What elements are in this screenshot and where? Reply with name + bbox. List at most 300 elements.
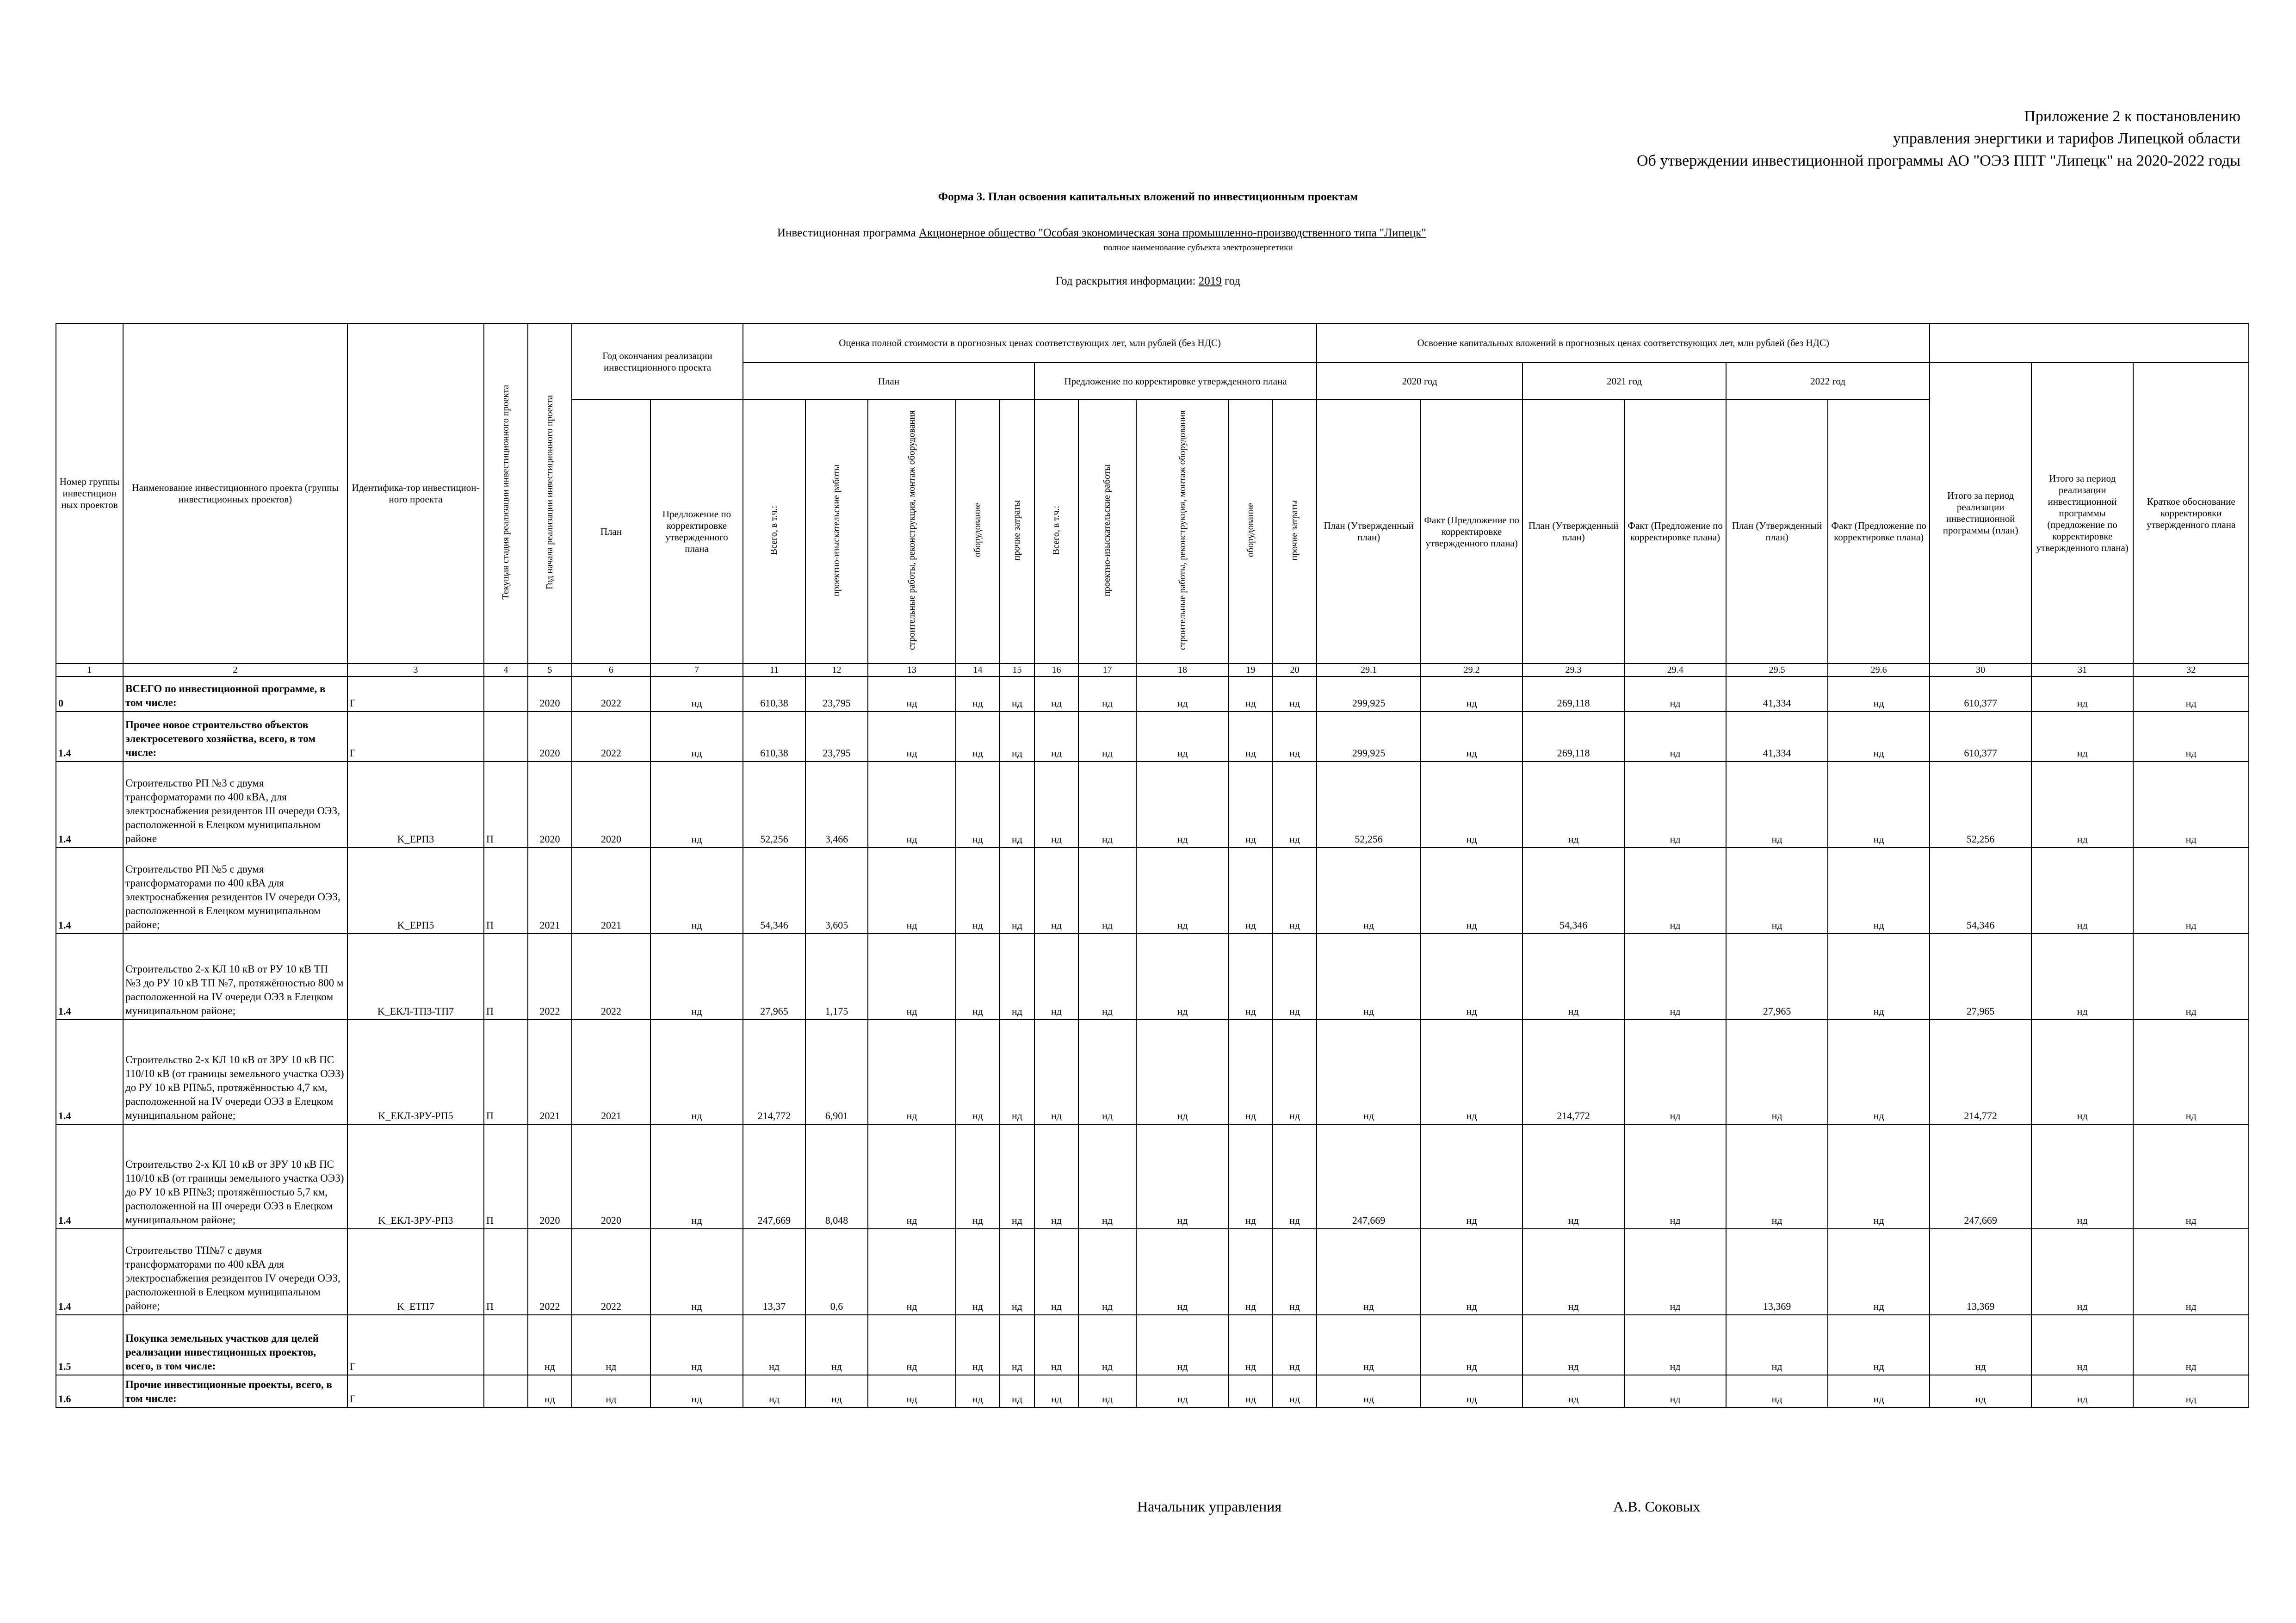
- table-cell: нд: [1828, 1020, 1930, 1124]
- table-cell: нд: [1317, 1020, 1421, 1124]
- table-cell: нд: [1000, 1020, 1034, 1124]
- header-prop-other: прочие затраты: [1273, 400, 1317, 663]
- stage-cell: [484, 1315, 528, 1375]
- table-cell: нд: [1828, 848, 1930, 934]
- table-cell: 214,772: [1930, 1020, 2031, 1124]
- table-cell: нд: [805, 1375, 868, 1407]
- table-cell: нд: [1828, 676, 1930, 712]
- program-subcaption: полное наименование субъекта электроэнергетики: [1103, 243, 1293, 253]
- table-cell: нд: [868, 712, 956, 762]
- table-cell: нд: [1136, 1229, 1229, 1315]
- table-cell: 2020: [572, 762, 650, 848]
- table-cell: нд: [1136, 848, 1229, 934]
- header-plan-total: Всего, в т.ч.:: [743, 400, 805, 663]
- column-number: 15: [1000, 663, 1034, 676]
- table-cell: нд: [1078, 712, 1136, 762]
- table-cell: 41,334: [1726, 712, 1828, 762]
- table-cell: нд: [650, 1315, 743, 1375]
- column-number-row: [56, 663, 2249, 676]
- header-project-name: Наименование инвестиционного проекта (группы инвестиционных проектов): [123, 323, 347, 663]
- table-cell: 27,965: [743, 934, 805, 1020]
- table-cell: 2020: [528, 712, 572, 762]
- table-cell: нд: [1421, 762, 1522, 848]
- table-cell: нд: [2031, 712, 2133, 762]
- header-end-plan: План: [572, 400, 650, 663]
- table-cell: нд: [1726, 1375, 1828, 1407]
- project-name-cell: Строительство 2-х КЛ 10 кВ от ЗРУ 10 кВ ПС 110/10 кВ (от границы земельного участка ОЭЗ) до РУ 10 кВ РП№3; протяжённостью 5,7 км, расположенной на III очереди ОЭЗ в Елецком муниципальном районе;: [123, 1124, 347, 1229]
- table-cell: нд: [743, 1315, 805, 1375]
- table-cell: нд: [1522, 1315, 1624, 1375]
- table-cell: нд: [1421, 676, 1522, 712]
- table-cell: нд: [650, 762, 743, 848]
- table-row: [56, 1315, 2249, 1375]
- header-plan-design: проектно-изыскательские работы: [805, 400, 868, 663]
- table-cell: 214,772: [1522, 1020, 1624, 1124]
- header-reason: Краткое обоснование корректировки утвержденного плана: [2133, 363, 2249, 663]
- table-cell: нд: [1273, 1315, 1317, 1375]
- header-2022-fact: Факт (Предложение по корректировке плана): [1828, 400, 1930, 663]
- group-number-cell: 1.6: [56, 1375, 123, 1407]
- table-cell: нд: [1273, 712, 1317, 762]
- table-cell: нд: [1000, 762, 1034, 848]
- table-cell: нд: [1136, 676, 1229, 712]
- table-cell: 13,369: [1930, 1229, 2031, 1315]
- group-number-cell: 1.4: [56, 762, 123, 848]
- table-cell: нд: [868, 934, 956, 1020]
- table-cell: нд: [1078, 934, 1136, 1020]
- table-cell: нд: [1624, 1315, 1726, 1375]
- table-cell: нд: [2133, 1229, 2249, 1315]
- project-id-cell: Г: [347, 676, 484, 712]
- header-cost-group: Оценка полной стоимости в прогнозных ценах соответствующих лет, млн рублей (без НДС): [743, 323, 1317, 363]
- table-cell: нд: [1136, 1124, 1229, 1229]
- table-cell: нд: [2031, 848, 2133, 934]
- table-cell: нд: [1726, 848, 1828, 934]
- table-body: [56, 676, 2249, 1407]
- table-cell: нд: [1078, 762, 1136, 848]
- table-cell: 610,377: [1930, 676, 2031, 712]
- table-cell: нд: [743, 1375, 805, 1407]
- table-cell: нд: [2031, 1020, 2133, 1124]
- table-cell: нд: [650, 712, 743, 762]
- header-cost-proposal: Предложение по корректировке утвержденного плана: [1034, 363, 1317, 400]
- table-cell: нд: [1078, 676, 1136, 712]
- header-year-2020: 2020 год: [1317, 363, 1522, 400]
- table-cell: нд: [2031, 934, 2133, 1020]
- table-cell: нд: [1930, 1375, 2031, 1407]
- table-cell: 2020: [528, 762, 572, 848]
- table-cell: нд: [650, 1124, 743, 1229]
- table-cell: 2020: [572, 1124, 650, 1229]
- form-title: Форма 3. План освоения капитальных вложений по инвестиционным проектам: [938, 191, 1358, 203]
- column-number: 18: [1136, 663, 1229, 676]
- column-number: 32: [2133, 663, 2249, 676]
- table-row: [56, 848, 2249, 934]
- table-cell: 54,346: [1930, 848, 2031, 934]
- table-cell: нд: [1229, 1124, 1273, 1229]
- table-cell: 2022: [572, 1229, 650, 1315]
- table-cell: нд: [868, 1375, 956, 1407]
- group-number-cell: 1.5: [56, 1315, 123, 1375]
- column-number: 5: [528, 663, 572, 676]
- table-cell: нд: [956, 1375, 1000, 1407]
- group-number-cell: 1.4: [56, 1020, 123, 1124]
- table-cell: нд: [650, 676, 743, 712]
- project-id-cell: K_ЕКЛ-ЗРУ-РП5: [347, 1020, 484, 1124]
- stage-cell: [484, 676, 528, 712]
- header-2022-plan: План (Утвержденный план): [1726, 400, 1828, 663]
- table-cell: нд: [1034, 1020, 1078, 1124]
- header-cost-plan: План: [743, 363, 1034, 400]
- column-number: 4: [484, 663, 528, 676]
- table-cell: нд: [956, 1315, 1000, 1375]
- table-cell: нд: [1624, 762, 1726, 848]
- group-number-cell: 1.4: [56, 1124, 123, 1229]
- table-cell: 6,901: [805, 1020, 868, 1124]
- header-prop-total: Всего, в т.ч.:: [1034, 400, 1078, 663]
- table-cell: нд: [868, 676, 956, 712]
- table-cell: нд: [1078, 1229, 1136, 1315]
- table-cell: нд: [1317, 1229, 1421, 1315]
- table-cell: 2022: [572, 676, 650, 712]
- table-cell: нд: [1000, 1124, 1034, 1229]
- project-name-cell: Покупка земельных участков для целей реализации инвестиционных проектов, всего, в том числе:: [123, 1315, 347, 1375]
- stage-cell: [484, 712, 528, 762]
- table-cell: нд: [1229, 676, 1273, 712]
- table-cell: 2022: [572, 934, 650, 1020]
- project-id-cell: K_ЕТП7: [347, 1229, 484, 1315]
- stage-cell: П: [484, 1124, 528, 1229]
- table-cell: нд: [1421, 1375, 1522, 1407]
- group-number-cell: 1.4: [56, 712, 123, 762]
- table-cell: нд: [1421, 1124, 1522, 1229]
- column-number: 14: [956, 663, 1000, 676]
- table-cell: нд: [868, 1229, 956, 1315]
- table-cell: 2021: [528, 848, 572, 934]
- header-2021-fact: Факт (Предложение по корректировке плана): [1624, 400, 1726, 663]
- table-cell: нд: [1229, 1229, 1273, 1315]
- program-line: [777, 227, 1426, 240]
- table-cell: нд: [1317, 848, 1421, 934]
- table-cell: нд: [1421, 934, 1522, 1020]
- table-cell: нд: [1273, 1020, 1317, 1124]
- table-cell: нд: [868, 848, 956, 934]
- project-id-cell: K_ЕКЛ-ЗРУ-РП3: [347, 1124, 484, 1229]
- table-cell: нд: [868, 1124, 956, 1229]
- column-number: 16: [1034, 663, 1078, 676]
- table-cell: нд: [528, 1375, 572, 1407]
- table-cell: нд: [2031, 1375, 2133, 1407]
- table-cell: нд: [1421, 1229, 1522, 1315]
- table-cell: 54,346: [1522, 848, 1624, 934]
- table-cell: 13,369: [1726, 1229, 1828, 1315]
- table-cell: нд: [1034, 848, 1078, 934]
- project-id-cell: Г: [347, 712, 484, 762]
- table-row: [56, 676, 2249, 712]
- column-number: 6: [572, 663, 650, 676]
- header-2020-plan: План (Утвержденный план): [1317, 400, 1421, 663]
- table-cell: нд: [1421, 712, 1522, 762]
- table-cell: 2021: [528, 1020, 572, 1124]
- header-project-id: Идентифика-тор инвестицион-ного проекта: [347, 323, 484, 663]
- header-2020-fact: Факт (Предложение по корректировке утвержденного плана): [1421, 400, 1522, 663]
- header-totals-blank: [1930, 323, 2249, 363]
- table-cell: нд: [1229, 848, 1273, 934]
- group-number-cell: 1.4: [56, 848, 123, 934]
- table-cell: 3,605: [805, 848, 868, 934]
- project-name-cell: ВСЕГО по инвестиционной программе, в том числе:: [123, 676, 347, 712]
- table-cell: нд: [1273, 1229, 1317, 1315]
- table-cell: нд: [650, 848, 743, 934]
- table-cell: 13,37: [743, 1229, 805, 1315]
- table-cell: нд: [1624, 1229, 1726, 1315]
- table-cell: нд: [1624, 848, 1726, 934]
- table-row: [56, 1229, 2249, 1315]
- table-cell: нд: [2031, 762, 2133, 848]
- table-cell: нд: [1078, 848, 1136, 934]
- table-cell: нд: [956, 762, 1000, 848]
- column-number: 7: [650, 663, 743, 676]
- table-cell: нд: [956, 712, 1000, 762]
- table-cell: нд: [1034, 712, 1078, 762]
- table-cell: нд: [805, 1315, 868, 1375]
- table-cell: нд: [1726, 1315, 1828, 1375]
- table-cell: нд: [1522, 934, 1624, 1020]
- project-id-cell: K_ЕКЛ-ТП3-ТП7: [347, 934, 484, 1020]
- table-cell: 2020: [528, 676, 572, 712]
- table-cell: нд: [956, 848, 1000, 934]
- stage-cell: [484, 1375, 528, 1407]
- header-prop-construction: строительные работы, реконструкция, монтаж оборудования: [1136, 400, 1229, 663]
- stage-cell: П: [484, 1020, 528, 1124]
- project-name-cell: Строительство 2-х КЛ 10 кВ от ЗРУ 10 кВ ПС 110/10 кВ (от границы земельного участка ОЭЗ) до РУ 10 кВ РП№5, протяжённостью 4,7 км, расположенной на IV очереди ОЭЗ в Елецком муниципальном районе;: [123, 1020, 347, 1124]
- table-cell: нд: [1000, 676, 1034, 712]
- table-cell: нд: [2133, 762, 2249, 848]
- header-plan-equipment: оборудование: [956, 400, 1000, 663]
- table-cell: 2022: [528, 934, 572, 1020]
- table-cell: нд: [1273, 1124, 1317, 1229]
- table-cell: нд: [956, 1229, 1000, 1315]
- table-cell: нд: [2031, 676, 2133, 712]
- table-cell: нд: [650, 934, 743, 1020]
- header-year-2021: 2021 год: [1522, 363, 1726, 400]
- table-cell: 52,256: [1930, 762, 2031, 848]
- table-cell: нд: [1421, 1020, 1522, 1124]
- disclosure-year-line: [0, 275, 2296, 288]
- table-cell: 247,669: [1317, 1124, 1421, 1229]
- investment-plan-table: [56, 323, 2249, 1408]
- table-cell: нд: [1273, 676, 1317, 712]
- table-cell: нд: [1828, 712, 1930, 762]
- header-year-2022: 2022 год: [1726, 363, 1930, 400]
- table-cell: нд: [528, 1315, 572, 1375]
- table-cell: нд: [1000, 934, 1034, 1020]
- header-2021-plan: План (Утвержденный план): [1522, 400, 1624, 663]
- table-cell: нд: [1624, 934, 1726, 1020]
- table-cell: нд: [1273, 1375, 1317, 1407]
- table-cell: нд: [1624, 1020, 1726, 1124]
- table-row: [56, 1375, 2249, 1407]
- table-cell: 299,925: [1317, 676, 1421, 712]
- header-total-plan: Итого за период реализации инвестиционной программы (план): [1930, 363, 2031, 663]
- project-name-cell: Прочее новое строительство объектов электросетевого хозяйства, всего, в том числе:: [123, 712, 347, 762]
- program-label: Инвестиционная программа: [777, 227, 919, 239]
- group-number-cell: 0: [56, 676, 123, 712]
- column-number: 11: [743, 663, 805, 676]
- table-cell: нд: [1034, 1315, 1078, 1375]
- table-cell: нд: [956, 676, 1000, 712]
- column-number: 19: [1229, 663, 1273, 676]
- table-cell: нд: [2133, 1315, 2249, 1375]
- project-name-cell: Прочие инвестиционные проекты, всего, в том числе:: [123, 1375, 347, 1407]
- table-cell: 2020: [528, 1124, 572, 1229]
- column-number: 1: [56, 663, 123, 676]
- table-cell: нд: [1000, 1315, 1034, 1375]
- stage-cell: П: [484, 1229, 528, 1315]
- column-number: 29.3: [1522, 663, 1624, 676]
- table-cell: нд: [1726, 1124, 1828, 1229]
- table-cell: нд: [2031, 1229, 2133, 1315]
- table-cell: нд: [1421, 848, 1522, 934]
- column-number: 29.1: [1317, 663, 1421, 676]
- table-cell: нд: [1828, 934, 1930, 1020]
- table-cell: нд: [1828, 1375, 1930, 1407]
- project-id-cell: K_ЕРП5: [347, 848, 484, 934]
- project-name-cell: Строительство РП №5 с двумя трансформаторами по 400 кВА для электроснабжения резидентов IV очереди ОЭЗ, расположенной в Елецком муниципальном районе;: [123, 848, 347, 934]
- stage-cell: П: [484, 848, 528, 934]
- stage-cell: П: [484, 762, 528, 848]
- header-development-group: Освоение капитальных вложений в прогнозных ценах соответствующих лет, млн рублей (без НДС): [1317, 323, 1930, 363]
- table-cell: нд: [1034, 1124, 1078, 1229]
- column-number: 30: [1930, 663, 2031, 676]
- table-cell: 269,118: [1522, 676, 1624, 712]
- table-cell: 41,334: [1726, 676, 1828, 712]
- table-cell: нд: [2031, 1124, 2133, 1229]
- appendix-line-3: Об утверждении инвестиционной программы АО "ОЭЗ ППТ "Липецк" на 2020-2022 годы: [1636, 152, 2240, 169]
- table-cell: 269,118: [1522, 712, 1624, 762]
- table-cell: нд: [2133, 1124, 2249, 1229]
- appendix-line-1: Приложение 2 к постановлению: [2024, 108, 2240, 125]
- table-cell: 27,965: [1726, 934, 1828, 1020]
- table-cell: нд: [1828, 1315, 1930, 1375]
- table-cell: нд: [1930, 1315, 2031, 1375]
- table-cell: нд: [1317, 1315, 1421, 1375]
- column-number: 29.4: [1624, 663, 1726, 676]
- table-cell: нд: [956, 934, 1000, 1020]
- table-cell: нд: [2133, 934, 2249, 1020]
- group-number-cell: 1.4: [56, 1229, 123, 1315]
- project-name-cell: Строительство 2-х КЛ 10 кВ от РУ 10 кВ ТП №3 до РУ 10 кВ ТП №7, протяжённостью 800 м расположенной на IV очереди ОЭЗ в Елецком муниципальном районе;: [123, 934, 347, 1020]
- column-number: 3: [347, 663, 484, 676]
- table-cell: нд: [650, 1375, 743, 1407]
- table-cell: нд: [2133, 1375, 2249, 1407]
- disclosure-year: 2019: [1198, 275, 1222, 287]
- column-number: 2: [123, 663, 347, 676]
- table-cell: нд: [1828, 1229, 1930, 1315]
- table-cell: нд: [1522, 1375, 1624, 1407]
- disclosure-label: Год раскрытия информации:: [1055, 275, 1199, 287]
- table-cell: нд: [868, 1020, 956, 1124]
- header-prop-design: проектно-изыскательские работы: [1078, 400, 1136, 663]
- column-number: 29.5: [1726, 663, 1828, 676]
- column-number: 20: [1273, 663, 1317, 676]
- table-cell: нд: [1229, 934, 1273, 1020]
- table-cell: нд: [1726, 1020, 1828, 1124]
- project-name-cell: Строительство ТП№7 с двумя трансформаторами по 400 кВА для электроснабжения резидентов IV очереди ОЭЗ, расположенной в Елецком муниципальном районе;: [123, 1229, 347, 1315]
- table-cell: нд: [956, 1020, 1000, 1124]
- table-cell: нд: [1136, 1375, 1229, 1407]
- header-total-proposal: Итого за период реализации инвестиционной программы (предложение по корректировке утвержденного плана): [2031, 363, 2133, 663]
- table-cell: нд: [572, 1315, 650, 1375]
- table-cell: нд: [1229, 762, 1273, 848]
- table-cell: нд: [1624, 676, 1726, 712]
- header-plan-other: прочие затраты: [1000, 400, 1034, 663]
- header-end-year-group: Год окончания реализации инвестиционного проекта: [572, 323, 743, 400]
- table-cell: нд: [1078, 1375, 1136, 1407]
- table-cell: нд: [1828, 762, 1930, 848]
- header-current-stage: Текущая стадия реализации инвестиционного проекта: [484, 323, 528, 663]
- table-cell: нд: [1273, 934, 1317, 1020]
- table-cell: 52,256: [1317, 762, 1421, 848]
- table-cell: 23,795: [805, 676, 868, 712]
- table-cell: нд: [1000, 848, 1034, 934]
- table-cell: нд: [1136, 712, 1229, 762]
- table-cell: нд: [1000, 712, 1034, 762]
- column-number: 12: [805, 663, 868, 676]
- table-cell: нд: [1317, 1375, 1421, 1407]
- project-id-cell: K_ЕРП3: [347, 762, 484, 848]
- column-number: 31: [2031, 663, 2133, 676]
- table-cell: 54,346: [743, 848, 805, 934]
- table-cell: нд: [1034, 1375, 1078, 1407]
- program-name: Акционерное общество "Особая экономическая зона промышленно-производственного типа "Липецк": [919, 227, 1426, 239]
- column-number: 29.6: [1828, 663, 1930, 676]
- table-cell: нд: [1034, 762, 1078, 848]
- table-cell: нд: [1828, 1124, 1930, 1229]
- table-cell: нд: [1229, 1375, 1273, 1407]
- table-cell: 23,795: [805, 712, 868, 762]
- table-cell: нд: [1624, 1375, 1726, 1407]
- table-cell: нд: [1136, 934, 1229, 1020]
- header-plan-construction: строительные работы, реконструкция, монтаж оборудования: [868, 400, 956, 663]
- table-cell: нд: [1034, 1229, 1078, 1315]
- table-cell: 299,925: [1317, 712, 1421, 762]
- disclosure-suffix: год: [1221, 275, 1241, 287]
- table-cell: нд: [1136, 1315, 1229, 1375]
- appendix-header: [1637, 105, 2240, 172]
- table-cell: нд: [1078, 1124, 1136, 1229]
- table-cell: нд: [1624, 1124, 1726, 1229]
- project-name-cell: Строительство РП №3 с двумя трансформаторами по 400 кВА, для электроснабжения резидентов III очереди ОЭЗ, расположенной в Елецком муниципальном районе: [123, 762, 347, 848]
- table-cell: 247,669: [1930, 1124, 2031, 1229]
- table-cell: 0,6: [805, 1229, 868, 1315]
- table-cell: нд: [650, 1229, 743, 1315]
- table-cell: нд: [2133, 712, 2249, 762]
- table-cell: нд: [1624, 712, 1726, 762]
- table-cell: нд: [1136, 762, 1229, 848]
- table-cell: нд: [1522, 1124, 1624, 1229]
- table-cell: 1,175: [805, 934, 868, 1020]
- table-cell: 214,772: [743, 1020, 805, 1124]
- table-cell: нд: [2133, 676, 2249, 712]
- appendix-line-2: управления энергтики и тарифов Липецкой области: [1893, 130, 2240, 147]
- table-cell: нд: [1229, 712, 1273, 762]
- table-cell: нд: [1136, 1020, 1229, 1124]
- project-id-cell: Г: [347, 1375, 484, 1407]
- header-end-proposal: Предложение по корректировке утвержденного плана: [650, 400, 743, 663]
- table-cell: нд: [1078, 1020, 1136, 1124]
- table-cell: нд: [1726, 762, 1828, 848]
